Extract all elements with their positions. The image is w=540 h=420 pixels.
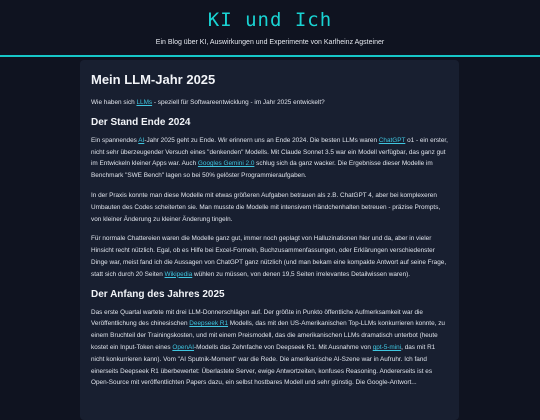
paragraph xyxy=(91,307,449,390)
site-title[interactable]: KI und Ich xyxy=(207,9,333,31)
gpt-5-mini-link[interactable]: gpt-5-mini xyxy=(372,343,402,351)
paragraph-text: Das erste Quartal wartete mit drei LLM-Donnerschlägen auf. Der größte in Punkto öffentliche Aufmerksamkeit war die Veröffentlichung des chinesischen xyxy=(91,308,423,328)
paragraph-text: -Modells das Zehnfache von Deepseek R1. Mit Ausnahme von xyxy=(194,343,373,351)
wikipedia-link[interactable]: Wikipedia xyxy=(164,270,193,278)
paragraph-text: , das mit R1 nicht konkurrieren kann). Vom "AI Sputnik-Moment" war die Rede. Die amerikanische AI-Szene war in Aufruhr. Ich fand einerseits Deepseek R1 überbewertet: Überlastete Server, ewige Antwortzeiten, konfuses Reasoning. Andererseits ist es Open-Source mit veröffentlichten Papers dazu, ein selbst hostbares Modell und sehr günstig. Die Google-Antwort... xyxy=(91,343,436,387)
openai-link[interactable]: OpenAI xyxy=(172,343,195,351)
paragraph-text: Ein spannendes xyxy=(91,136,139,144)
paragraph-text: o1 - ein erster, nicht sehr überzeugender Versuch eines "denkenden" Modells. Mit Claude Sonnet 3.5 war ein Modell verfügbar, das ganz gut im Entwickeln kleiner Apps war. Auch xyxy=(91,136,448,168)
intro-text-1: Wie haben sich xyxy=(91,99,137,106)
llms-link[interactable]: LLMs xyxy=(136,99,153,106)
paragraph xyxy=(91,233,449,280)
ai-link[interactable]: AI xyxy=(138,136,145,144)
article-intro xyxy=(91,97,449,109)
site-header xyxy=(0,0,540,57)
chatgpt-link[interactable]: ChatGPT xyxy=(378,136,406,144)
paragraph-text: -Jahr 2025 geht zu Ende. Wir erinnern uns an Ende 2024. Die besten LLMs waren xyxy=(144,136,379,144)
paragraph: In der Praxis konnte man diese Modelle mit etwas größeren Aufgaben betrauen als z.B. ChatGPT 4, aber bei komplexeren Umbauten des Codes scheiterten sie. Man musste die Modelle mit intensivem Händchenhalten betreuen - präzise Prompts, von kleiner Änderung zu kleiner Änderung tingeln. xyxy=(91,191,441,223)
site-subtitle: Ein Blog über KI, Auswirkungen und Experimente von Karlheinz Agsteiner xyxy=(155,39,385,46)
section-heading-stand-ende-2024: Der Stand Ende 2024 xyxy=(91,116,191,128)
paragraph-text: wühlen zu müssen, von denen 19,5 Seiten irrelevantes Detailwissen waren). xyxy=(192,270,411,278)
paragraph xyxy=(91,135,449,182)
paragraph-text: schlug sich da ganz wacker. Die Ergebnisse dieser Modelle im Benchmark "SWE Bench" lagen so bei 50% gelöster Programmieraufgaben. xyxy=(91,160,433,180)
googles-gemini-link[interactable]: Googles Gemini 2.0 xyxy=(197,160,255,168)
deepseek-r1-link[interactable]: Deepseek R1 xyxy=(189,320,229,328)
article-card xyxy=(80,60,459,420)
article-title: Mein LLM-Jahr 2025 xyxy=(91,72,216,87)
section-heading-anfang-2025: Der Anfang des Jahres 2025 xyxy=(91,288,225,300)
paragraph-text: Modells, das mit den US-Amerikanischen Top-LLMs konkurrieren konnte, zu einem Bruchteil der Trainingskosten, und mit einem Preismodell, das die amerikanischen LLMs dramatisch unterbot (heute kostet ein Input-Token eines xyxy=(91,320,445,351)
intro-text-2: - speziell für Softwareentwicklung - im Jahr 2025 entwickelt? xyxy=(152,99,325,106)
paragraph-text: Für normale Chattereien waren die Modelle ganz gut, immer noch geplagt von Halluzinationen hier und da, aber in vieler Hinsicht recht nützlich. Egal, ob es Hilfe bei Excel-Formeln, Buchzusammenfassungen, oder Erklärungen verschiedenster Dinge war, meist fand ich die Aussagen von ChatGPT ganz nützlich (und man bekam eine kompakte Antwort auf seine Frage, statt sich durch 20 Seiten xyxy=(91,235,447,278)
